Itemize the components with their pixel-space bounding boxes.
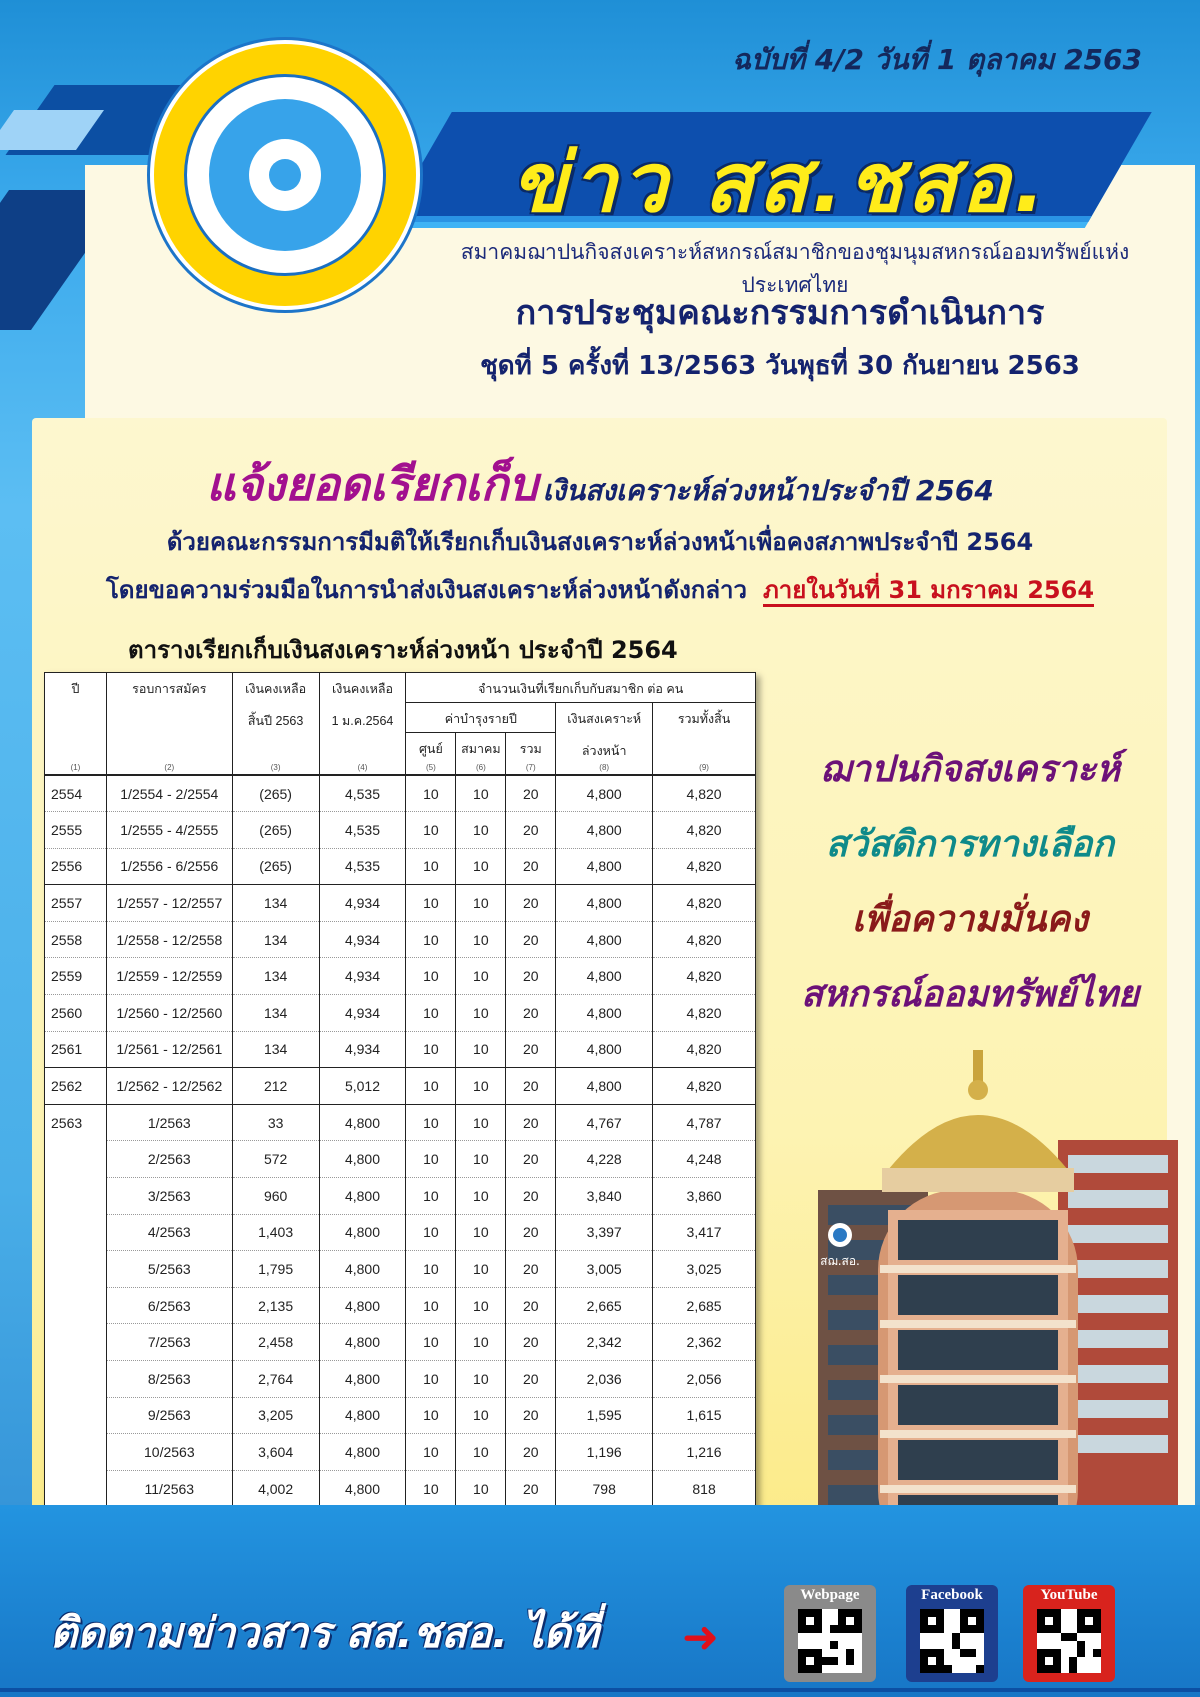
table-row: [45, 995, 756, 1032]
building-sign: สฌ.สอ.: [820, 1254, 860, 1268]
cell-bal-end: 572: [232, 1141, 319, 1178]
cell-bal-end: 2,764: [232, 1361, 319, 1398]
cell-year: 2554: [45, 775, 107, 812]
cell-center: 10: [406, 848, 456, 885]
cell-bal-jan: 4,800: [319, 1178, 406, 1215]
cell-fee-total: 20: [506, 1214, 556, 1251]
cell-fee-total: 20: [506, 1434, 556, 1471]
table-row: [45, 1324, 756, 1361]
cell-bal-end: 2,135: [232, 1287, 319, 1324]
cell-advance: 2,342: [556, 1324, 653, 1361]
notice-resolution: ด้วยคณะกรรมการมีมติให้เรียกเก็บเงินสงเคราะห์ล่วงหน้าเพื่อคงสภาพประจำปี 2564: [166, 528, 1034, 556]
cell-year: 2563: [45, 1104, 107, 1141]
cell-center: 10: [406, 1470, 456, 1507]
cell-total: 818: [653, 1470, 756, 1507]
col-number: (7): [506, 761, 556, 775]
cell-total: 3,860: [653, 1178, 756, 1215]
cell-center: 10: [406, 1434, 456, 1471]
association-name: สมาคมฌาปนกิจสงเคราะห์สหกรณ์สมาชิกของชุมนุมสหกรณ์ออมทรัพย์แห่งประเทศไทย: [460, 240, 1130, 297]
cell-year: 2557: [45, 885, 107, 922]
cell-center: 10: [406, 812, 456, 849]
cell-bal-end: (265): [232, 848, 319, 885]
cell-bal-end: 1,795: [232, 1251, 319, 1288]
cell-round: 9/2563: [106, 1397, 232, 1434]
cell-bal-end: 212: [232, 1068, 319, 1105]
cell-center: 10: [406, 1324, 456, 1361]
cell-year: 2555: [45, 812, 107, 849]
cell-bal-end: 1,403: [232, 1214, 319, 1251]
cell-assoc: 10: [456, 1324, 506, 1361]
cell-round: 2/2563: [106, 1141, 232, 1178]
cell-bal-jan: 4,800: [319, 1214, 406, 1251]
cell-advance: 4,800: [556, 848, 653, 885]
cell-year: [45, 1287, 107, 1324]
cell-bal-end: 134: [232, 885, 319, 922]
cell-total: 2,685: [653, 1287, 756, 1324]
cell-round: 4/2563: [106, 1214, 232, 1251]
cell-total: 4,820: [653, 995, 756, 1032]
cell-year: 2558: [45, 921, 107, 958]
table-row: [45, 1104, 756, 1141]
table-row: [45, 1068, 756, 1105]
cell-bal-end: 134: [232, 995, 319, 1032]
facebook-qr-label: Facebook: [921, 1587, 983, 1603]
youtube-qr[interactable]: [1023, 1585, 1115, 1682]
cell-round: 5/2563: [106, 1251, 232, 1288]
cell-assoc: 10: [456, 1178, 506, 1215]
table-title: ตารางเรียกเก็บเงินสงเคราะห์ล่วงหน้า ประจำปี 2564: [128, 636, 678, 664]
cell-assoc: 10: [456, 1361, 506, 1398]
header-annual-fee: ค่าบำรุงรายปี: [406, 703, 556, 733]
notice-deadline: ภายในวันที่ 31 มกราคม 2564: [763, 576, 1094, 607]
cell-center: 10: [406, 885, 456, 922]
cell-fee-total: 20: [506, 995, 556, 1032]
cell-year: [45, 1434, 107, 1471]
cell-total: 2,056: [653, 1361, 756, 1398]
header-assoc: สมาคม: [456, 733, 506, 761]
cell-bal-jan: 4,535: [319, 848, 406, 885]
cell-total: 4,820: [653, 848, 756, 885]
cell-bal-jan: 5,012: [319, 1068, 406, 1105]
cell-bal-jan: 4,800: [319, 1104, 406, 1141]
cell-round: 11/2563: [106, 1470, 232, 1507]
cell-fee-total: 20: [506, 848, 556, 885]
cell-bal-jan: 4,535: [319, 812, 406, 849]
notice-heading-rest: เงินสงเคราะห์ล่วงหน้าประจำปี 2564: [542, 474, 994, 507]
cell-assoc: 10: [456, 1031, 506, 1068]
cell-advance: 4,767: [556, 1104, 653, 1141]
cell-center: 10: [406, 1068, 456, 1105]
cell-bal-end: 3,604: [232, 1434, 319, 1471]
cell-advance: 4,800: [556, 921, 653, 958]
header-advance: [556, 703, 653, 762]
cell-round: 1/2561 - 12/2561: [106, 1031, 232, 1068]
cell-center: 10: [406, 921, 456, 958]
cell-assoc: 10: [456, 1251, 506, 1288]
cell-bal-jan: 4,800: [319, 1361, 406, 1398]
cell-advance: 4,800: [556, 1068, 653, 1105]
header-balance-jan-line2: 1 ม.ค.2564: [331, 714, 394, 728]
cell-bal-jan: 4,800: [319, 1470, 406, 1507]
cell-assoc: 10: [456, 958, 506, 995]
cell-total: 4,820: [653, 885, 756, 922]
cell-bal-end: (265): [232, 812, 319, 849]
cell-round: 7/2563: [106, 1324, 232, 1361]
table-row: [45, 775, 756, 812]
cell-round: 3/2563: [106, 1178, 232, 1215]
cell-center: 10: [406, 1214, 456, 1251]
cell-fee-total: 20: [506, 1397, 556, 1434]
cell-total: 1,615: [653, 1397, 756, 1434]
cell-center: 10: [406, 1141, 456, 1178]
cell-advance: 1,196: [556, 1434, 653, 1471]
cell-advance: 4,800: [556, 1031, 653, 1068]
notice-heading: [40, 448, 1160, 521]
header-round: รอบการสมัคร: [106, 673, 232, 762]
cell-center: 10: [406, 995, 456, 1032]
footer-line: [0, 1688, 1200, 1692]
table-row: [45, 1397, 756, 1434]
association-logo: [150, 40, 420, 310]
notice-request-text: โดยขอความร่วมมือในการนำส่งเงินสงเคราะห์ล่วงหน้าดังกล่าว: [105, 576, 747, 604]
table-row: [45, 1251, 756, 1288]
cell-total: 4,820: [653, 1068, 756, 1105]
cell-round: 1/2563: [106, 1104, 232, 1141]
header-fee-total: รวม: [506, 733, 556, 761]
cell-center: 10: [406, 775, 456, 812]
header-center: ศูนย์: [406, 733, 456, 761]
cell-fee-total: 20: [506, 1031, 556, 1068]
fee-table: [44, 672, 756, 1544]
cell-bal-end: 134: [232, 1031, 319, 1068]
cell-round: 10/2563: [106, 1434, 232, 1471]
col-number: (2): [106, 761, 232, 775]
notice-request: [40, 570, 1160, 609]
cell-fee-total: 20: [506, 958, 556, 995]
cell-year: [45, 1324, 107, 1361]
col-number: (3): [232, 761, 319, 775]
cell-total: 3,417: [653, 1214, 756, 1251]
webpage-qr[interactable]: [784, 1585, 876, 1682]
cell-year: 2556: [45, 848, 107, 885]
youtube-qr-label: YouTube: [1040, 1587, 1098, 1603]
cell-center: 10: [406, 1361, 456, 1398]
cell-total: 3,025: [653, 1251, 756, 1288]
cell-bal-jan: 4,800: [319, 1287, 406, 1324]
cell-advance: 2,665: [556, 1287, 653, 1324]
cell-bal-jan: 4,535: [319, 775, 406, 812]
cell-center: 10: [406, 1104, 456, 1141]
building-photo: [818, 1040, 1178, 1580]
table-row: [45, 885, 756, 922]
webpage-qr-label: Webpage: [800, 1587, 860, 1603]
table-row: [45, 1470, 756, 1507]
slogan-line-3: เพื่อความมั่นคง: [852, 899, 1088, 940]
cell-round: 1/2556 - 6/2556: [106, 848, 232, 885]
cell-advance: 4,800: [556, 958, 653, 995]
cell-total: 4,820: [653, 1031, 756, 1068]
header-balance-jan-line1: เงินคงเหลือ: [331, 682, 394, 696]
qr-code-icon: [920, 1609, 984, 1673]
cell-fee-total: 20: [506, 1470, 556, 1507]
right-arrow-icon: ➜: [682, 1612, 719, 1663]
meeting-title: การประชุมคณะกรรมการดำเนินการ: [515, 293, 1045, 333]
table-row: [45, 921, 756, 958]
cell-round: 1/2555 - 4/2555: [106, 812, 232, 849]
cell-bal-jan: 4,934: [319, 958, 406, 995]
cell-year: 2559: [45, 958, 107, 995]
header-year: ปี: [45, 673, 107, 762]
cell-assoc: 10: [456, 921, 506, 958]
cell-assoc: 10: [456, 812, 506, 849]
cell-advance: 2,036: [556, 1361, 653, 1398]
cell-assoc: 10: [456, 1104, 506, 1141]
cell-bal-end: 3,205: [232, 1397, 319, 1434]
cell-center: 10: [406, 1178, 456, 1215]
header-balance-jan: [319, 673, 406, 762]
slogan-line-4: สหกรณ์ออมทรัพย์ไทย: [800, 974, 1140, 1015]
cell-total: 4,820: [653, 958, 756, 995]
cell-year: [45, 1397, 107, 1434]
cell-fee-total: 20: [506, 1141, 556, 1178]
table-row: [45, 812, 756, 849]
col-number: (8): [556, 761, 653, 775]
slogan-line-1: ฌาปนกิจสงเคราะห์: [820, 749, 1120, 790]
table-row: [45, 1214, 756, 1251]
cell-advance: 1,595: [556, 1397, 653, 1434]
cell-year: [45, 1178, 107, 1215]
cell-assoc: 10: [456, 995, 506, 1032]
cell-advance: 798: [556, 1470, 653, 1507]
cell-total: 4,820: [653, 775, 756, 812]
header-balance-end-line2: สิ้นปี 2563: [247, 714, 304, 728]
cell-fee-total: 20: [506, 1251, 556, 1288]
facebook-qr[interactable]: [906, 1585, 998, 1682]
cell-fee-total: 20: [506, 1324, 556, 1361]
header-balance-end: [232, 673, 319, 762]
col-number: (6): [456, 761, 506, 775]
cell-advance: 3,005: [556, 1251, 653, 1288]
cell-round: 1/2559 - 12/2559: [106, 958, 232, 995]
cell-advance: 4,800: [556, 812, 653, 849]
table-row: [45, 1361, 756, 1398]
cell-total: 1,216: [653, 1434, 756, 1471]
cell-advance: 3,397: [556, 1214, 653, 1251]
col-number: (1): [45, 761, 107, 775]
cell-total: 4,787: [653, 1104, 756, 1141]
cell-fee-total: 20: [506, 1361, 556, 1398]
cell-year: [45, 1251, 107, 1288]
header-grand-total: รวมทั้งสิ้น: [653, 703, 756, 762]
cell-assoc: 10: [456, 1470, 506, 1507]
cell-total: 2,362: [653, 1324, 756, 1361]
cell-year: [45, 1214, 107, 1251]
table-row: [45, 1178, 756, 1215]
cell-bal-end: 134: [232, 958, 319, 995]
header-advance-line2: ล่วงหน้า: [581, 744, 627, 758]
table-row: [45, 1434, 756, 1471]
cell-bal-end: (265): [232, 775, 319, 812]
table-row: [45, 1141, 756, 1178]
cell-bal-jan: 4,800: [319, 1397, 406, 1434]
cell-fee-total: 20: [506, 812, 556, 849]
cell-bal-end: 960: [232, 1178, 319, 1215]
cell-bal-jan: 4,800: [319, 1141, 406, 1178]
cell-bal-jan: 4,800: [319, 1434, 406, 1471]
cell-assoc: 10: [456, 1068, 506, 1105]
cell-center: 10: [406, 1031, 456, 1068]
cell-total: 4,820: [653, 921, 756, 958]
header-advance-line1: เงินสงเคราะห์: [567, 712, 642, 726]
col-number: (5): [406, 761, 456, 775]
cell-advance: 4,800: [556, 775, 653, 812]
cell-fee-total: 20: [506, 921, 556, 958]
fee-table-sheet: [44, 672, 756, 1562]
col-number: (9): [653, 761, 756, 775]
cell-round: 1/2558 - 12/2558: [106, 921, 232, 958]
cell-fee-total: 20: [506, 775, 556, 812]
cell-center: 10: [406, 1287, 456, 1324]
cell-round: 8/2563: [106, 1361, 232, 1398]
cell-advance: 4,800: [556, 885, 653, 922]
cell-bal-jan: 4,934: [319, 1031, 406, 1068]
cell-advance: 4,800: [556, 995, 653, 1032]
cell-bal-jan: 4,934: [319, 885, 406, 922]
notice-heading-main: แจ้งยอดเรียกเก็บ: [206, 457, 538, 511]
cell-round: 6/2563: [106, 1287, 232, 1324]
cell-assoc: 10: [456, 1397, 506, 1434]
cell-center: 10: [406, 1397, 456, 1434]
cell-bal-end: 4,002: [232, 1470, 319, 1507]
cell-assoc: 10: [456, 848, 506, 885]
cell-total: 4,248: [653, 1141, 756, 1178]
cell-year: 2560: [45, 995, 107, 1032]
cell-fee-total: 20: [506, 1178, 556, 1215]
cell-fee-total: 20: [506, 1104, 556, 1141]
cell-assoc: 10: [456, 885, 506, 922]
cell-bal-end: 134: [232, 921, 319, 958]
cell-fee-total: 20: [506, 885, 556, 922]
cell-center: 10: [406, 1251, 456, 1288]
cell-bal-jan: 4,800: [319, 1324, 406, 1361]
issue-number: ฉบับที่ 4/2 วันที่ 1 ตุลาคม 2563: [732, 43, 1142, 76]
table-row: [45, 848, 756, 885]
cell-advance: 4,228: [556, 1141, 653, 1178]
cell-bal-end: 33: [232, 1104, 319, 1141]
cell-assoc: 10: [456, 1287, 506, 1324]
slogan-line-2: สวัสดิการทางเลือก: [825, 824, 1115, 865]
cell-total: 4,820: [653, 812, 756, 849]
table-row: [45, 1287, 756, 1324]
header-amount-group: จำนวนเงินที่เรียกเก็บกับสมาชิก ต่อ คน: [406, 673, 756, 703]
table-row: [45, 958, 756, 995]
cell-year: 2561: [45, 1031, 107, 1068]
col-number: (4): [319, 761, 406, 775]
cell-advance: 3,840: [556, 1178, 653, 1215]
cell-year: [45, 1141, 107, 1178]
cell-assoc: 10: [456, 1214, 506, 1251]
follow-text: ติดตามข่าวสาร สส.ชสอ. ได้ที่: [50, 1608, 599, 1657]
cell-fee-total: 20: [506, 1068, 556, 1105]
cell-fee-total: 20: [506, 1287, 556, 1324]
cell-round: 1/2560 - 12/2560: [106, 995, 232, 1032]
qr-code-icon: [798, 1609, 862, 1673]
cell-round: 1/2554 - 2/2554: [106, 775, 232, 812]
cell-bal-jan: 4,934: [319, 921, 406, 958]
cell-year: 2562: [45, 1068, 107, 1105]
cell-bal-jan: 4,934: [319, 995, 406, 1032]
qr-code-icon: [1037, 1609, 1101, 1673]
meeting-subtitle: ชุดที่ 5 ครั้งที่ 13/2563 วันพุธที่ 30 กันยายน 2563: [480, 351, 1080, 381]
cell-assoc: 10: [456, 775, 506, 812]
cell-assoc: 10: [456, 1141, 506, 1178]
fee-table-body: [45, 775, 756, 1543]
cell-bal-end: 2,458: [232, 1324, 319, 1361]
banner-title: ข่าว สส.ชสอ.: [510, 136, 1050, 231]
cell-round: 1/2562 - 12/2562: [106, 1068, 232, 1105]
cell-assoc: 10: [456, 1434, 506, 1471]
cell-year: [45, 1470, 107, 1507]
header-balance-end-line1: เงินคงเหลือ: [245, 682, 307, 696]
table-row: [45, 1031, 756, 1068]
cell-bal-jan: 4,800: [319, 1251, 406, 1288]
cell-center: 10: [406, 958, 456, 995]
cell-round: 1/2557 - 12/2557: [106, 885, 232, 922]
cell-year: [45, 1361, 107, 1398]
